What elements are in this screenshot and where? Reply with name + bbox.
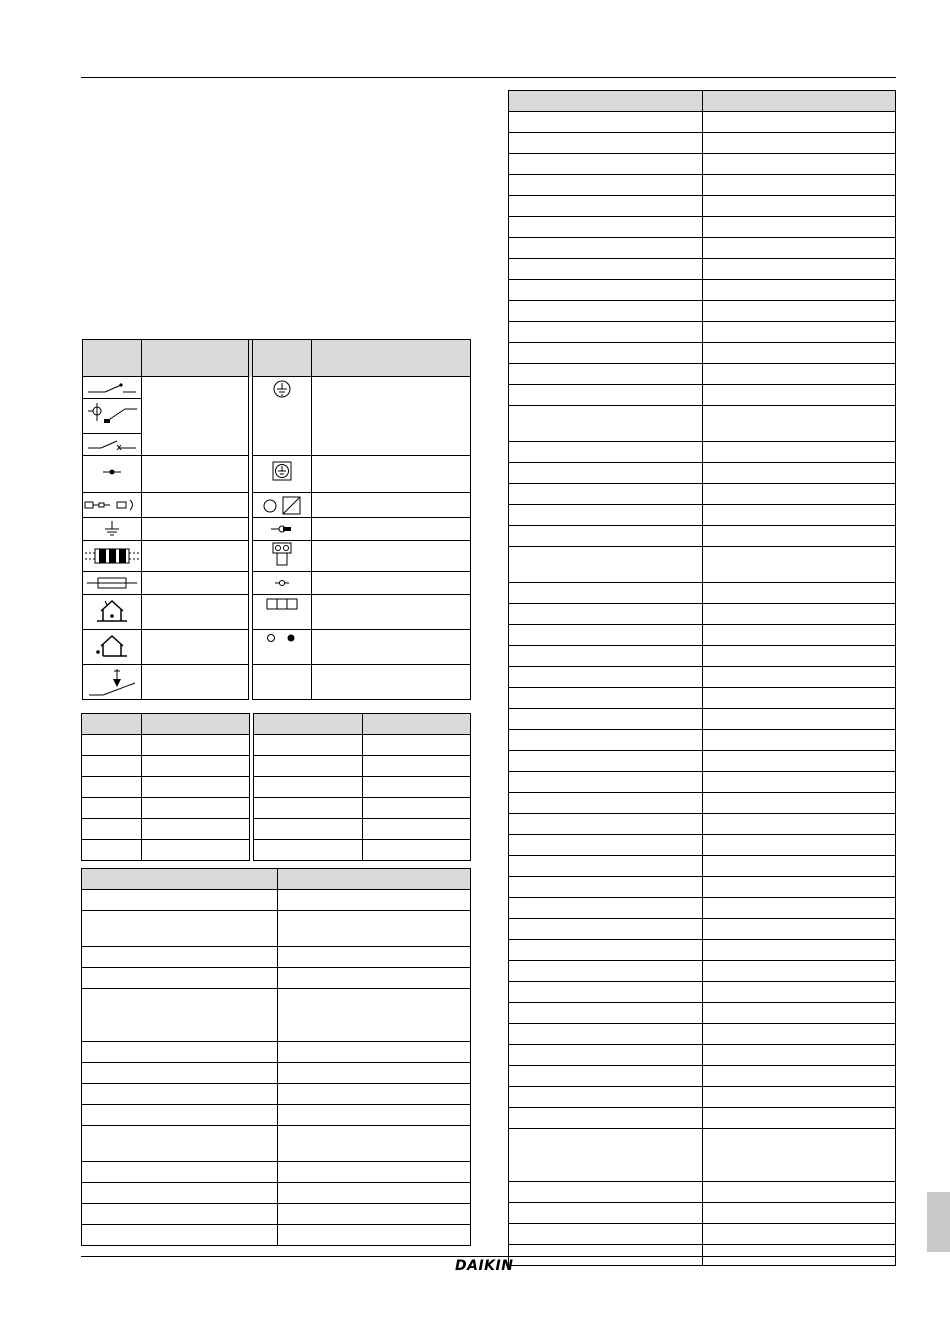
table-row [82, 756, 471, 777]
table-row [82, 947, 471, 968]
table-row [509, 463, 896, 484]
symbol-row [83, 665, 471, 700]
chapter-tab [927, 1192, 950, 1252]
table-row [82, 890, 471, 911]
symbols-table [82, 339, 471, 700]
symbol-row [83, 595, 471, 630]
indoor-unit-icon [83, 595, 142, 630]
table-row [509, 856, 896, 877]
table-row [509, 940, 896, 961]
table-row [509, 280, 896, 301]
protective-earth-icon [253, 377, 312, 456]
earth-icon [83, 518, 142, 541]
connector-icon [83, 493, 142, 518]
table-row [509, 709, 896, 730]
table-row [509, 442, 896, 463]
color-header-row [82, 714, 471, 735]
fuse-icon [83, 572, 142, 595]
table-row [509, 646, 896, 667]
table-row [509, 385, 896, 406]
symbol-row [83, 377, 471, 456]
table-row [509, 133, 896, 154]
table-row [509, 1108, 896, 1129]
two-terminal-icon [253, 541, 312, 572]
table-row [509, 526, 896, 547]
flow-switch-icon [83, 399, 141, 434]
table-row [509, 1203, 896, 1224]
table-row [82, 777, 471, 798]
table-row [82, 1225, 471, 1246]
table-row [509, 406, 896, 442]
table-row [82, 911, 471, 947]
wire-clamp-icon [253, 630, 312, 665]
switch-open-icon [83, 377, 141, 399]
symbol-row [83, 572, 471, 595]
header-cell [253, 340, 312, 377]
symbol-row [83, 493, 471, 518]
table-row [509, 238, 896, 259]
table-row [509, 1224, 896, 1245]
table-row [509, 583, 896, 604]
symbol-row [83, 456, 471, 493]
connection-dot-icon [83, 456, 142, 493]
daikin-logo: DAIKIN [455, 1258, 514, 1274]
legend-table-left [81, 868, 471, 1246]
table-row [509, 112, 896, 133]
table-row [509, 877, 896, 898]
table-row [509, 1066, 896, 1087]
surge-protection-icon [83, 665, 142, 700]
table-row [509, 1245, 896, 1266]
legend-table-right [508, 90, 896, 1266]
terminal-strip-icon [253, 595, 312, 630]
table-row [509, 751, 896, 772]
table-row [82, 1042, 471, 1063]
table-row [82, 1183, 471, 1204]
table-row [82, 1126, 471, 1162]
table-row [509, 1087, 896, 1108]
terminal-icon [253, 572, 312, 595]
table-row [509, 1024, 896, 1045]
ferrite-core-icon [83, 541, 142, 572]
footer-rule [81, 1256, 896, 1257]
table-row [82, 798, 471, 819]
table-row [509, 1045, 896, 1066]
table-row [509, 1129, 896, 1182]
thermal-switch-icon [83, 434, 141, 455]
symbol-row [83, 518, 471, 541]
table-row [82, 989, 471, 1042]
table-row [82, 968, 471, 989]
table-row [509, 547, 896, 583]
symbol-row [83, 630, 471, 665]
table-row [509, 688, 896, 709]
table-row [82, 1105, 471, 1126]
table-row [509, 505, 896, 526]
table-row [509, 217, 896, 238]
table-row [509, 259, 896, 280]
table-row [509, 730, 896, 751]
symbol-row [83, 541, 471, 572]
table-row [509, 667, 896, 688]
relay-connector-icon [253, 518, 312, 541]
table-row [509, 919, 896, 940]
table-row [509, 322, 896, 343]
table-row [509, 1003, 896, 1024]
header-rule [81, 77, 896, 78]
table-row [509, 343, 896, 364]
header-cell [142, 340, 249, 377]
table-row [509, 604, 896, 625]
dc-ac-icon [253, 493, 312, 518]
header-cell [83, 340, 142, 377]
table-row [509, 301, 896, 322]
table-row [509, 835, 896, 856]
table-row [509, 898, 896, 919]
table-row [509, 961, 896, 982]
table-row [509, 982, 896, 1003]
header-cell [312, 340, 471, 377]
noiseless-earth-icon [253, 456, 312, 493]
table-row [509, 1182, 896, 1203]
table-row [509, 793, 896, 814]
table-row [509, 175, 896, 196]
table-row [82, 840, 471, 861]
table-row [509, 772, 896, 793]
table-row [82, 1063, 471, 1084]
symbols-header-row [83, 340, 471, 377]
table-row [509, 814, 896, 835]
table-row [509, 625, 896, 646]
table-row [82, 819, 471, 840]
table-row [509, 364, 896, 385]
table-row [82, 1204, 471, 1225]
table-row [82, 1084, 471, 1105]
outdoor-unit-icon [83, 630, 142, 665]
table-row [509, 484, 896, 505]
table-row [82, 1162, 471, 1183]
table-row [82, 735, 471, 756]
table-row [509, 154, 896, 175]
table-row [509, 196, 896, 217]
color-table [81, 713, 471, 861]
